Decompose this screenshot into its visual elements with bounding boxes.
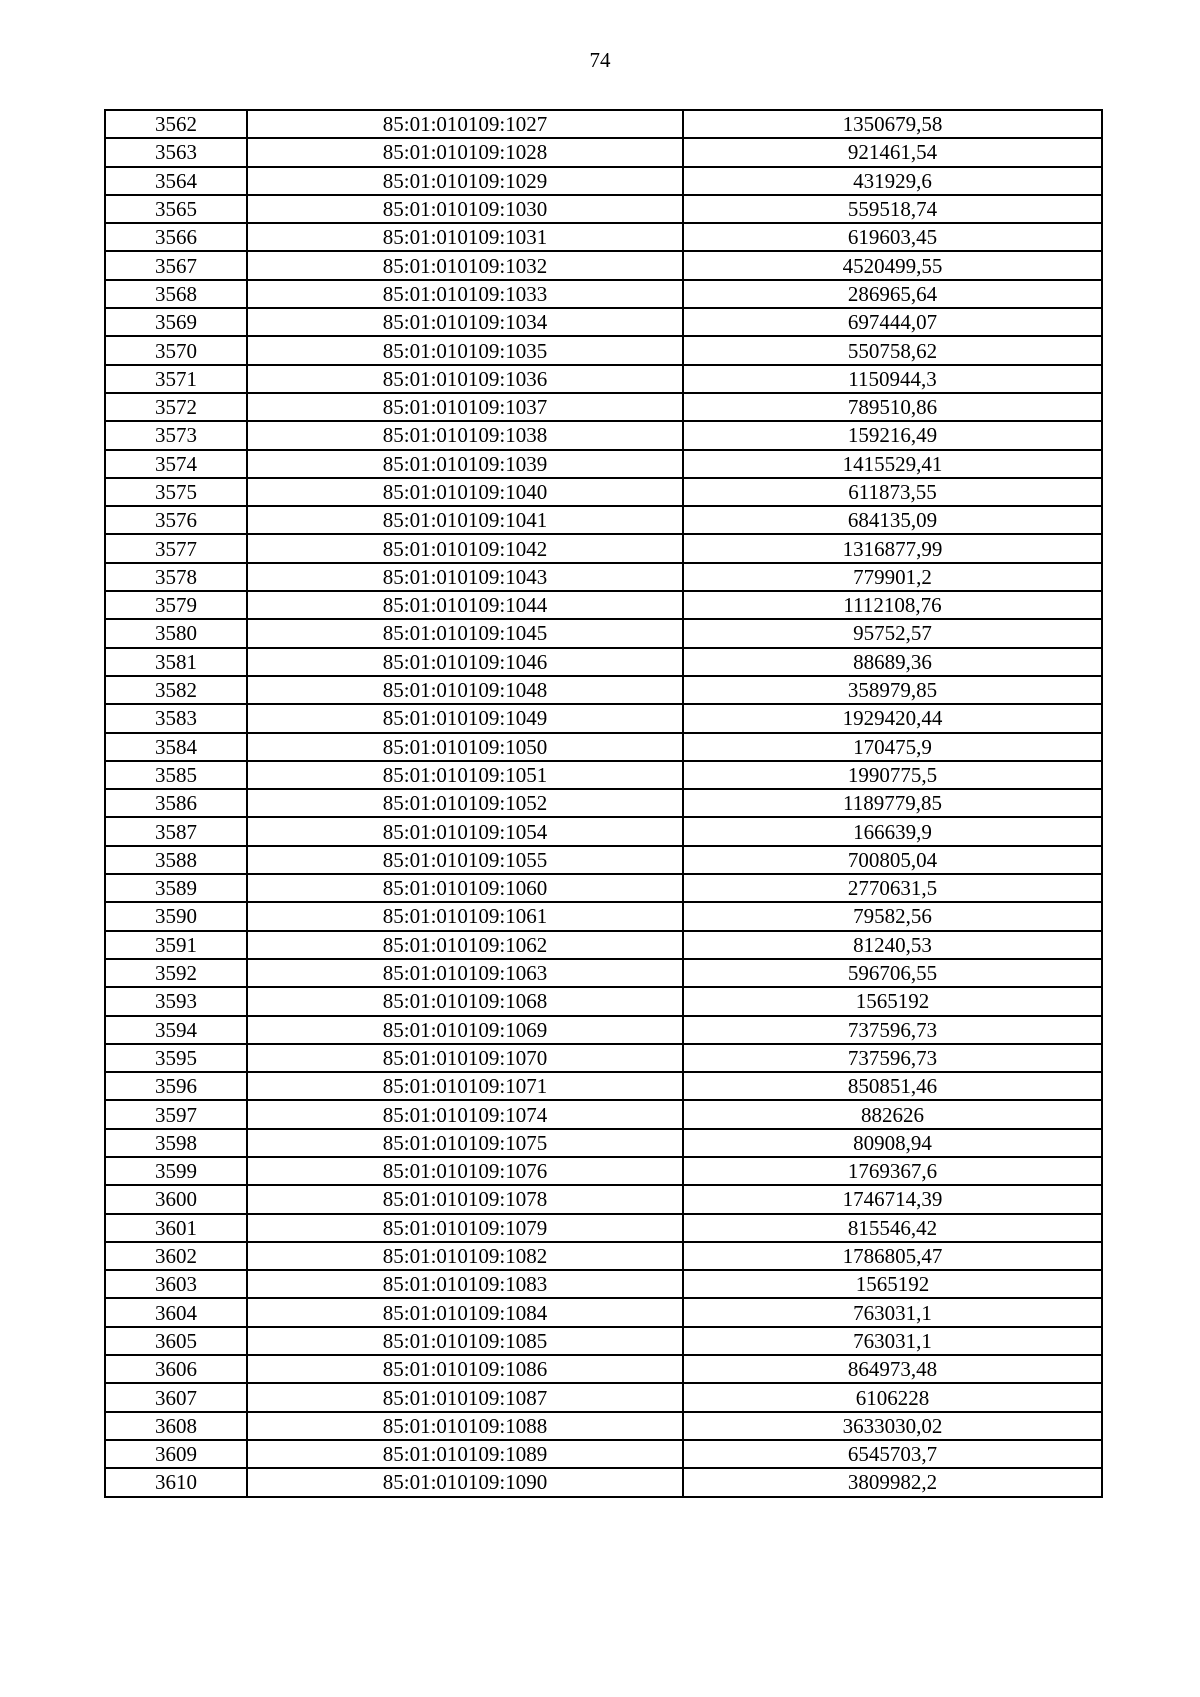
value-cell: 1565192 bbox=[683, 1270, 1102, 1298]
table-row bbox=[105, 534, 1102, 562]
cadastral-number-cell: 85:01:010109:1054 bbox=[247, 817, 683, 845]
value-cell: 1746714,39 bbox=[683, 1185, 1102, 1213]
row-number-cell: 3599 bbox=[105, 1157, 247, 1185]
table-row bbox=[105, 506, 1102, 534]
cadastral-number-cell: 85:01:010109:1034 bbox=[247, 308, 683, 336]
row-number-cell: 3570 bbox=[105, 336, 247, 364]
cadastral-number-cell: 85:01:010109:1088 bbox=[247, 1412, 683, 1440]
table-row bbox=[105, 959, 1102, 987]
table-row bbox=[105, 110, 1102, 138]
row-number-cell: 3564 bbox=[105, 167, 247, 195]
value-cell: 4520499,55 bbox=[683, 251, 1102, 279]
value-cell: 700805,04 bbox=[683, 846, 1102, 874]
cadastral-number-cell: 85:01:010109:1046 bbox=[247, 648, 683, 676]
table-row bbox=[105, 704, 1102, 732]
row-number-cell: 3602 bbox=[105, 1242, 247, 1270]
cadastral-number-cell: 85:01:010109:1037 bbox=[247, 393, 683, 421]
cadastral-number-cell: 85:01:010109:1062 bbox=[247, 931, 683, 959]
row-number-cell: 3607 bbox=[105, 1383, 247, 1411]
table-row bbox=[105, 874, 1102, 902]
table-row bbox=[105, 195, 1102, 223]
cadastral-number-cell: 85:01:010109:1031 bbox=[247, 223, 683, 251]
value-cell: 850851,46 bbox=[683, 1072, 1102, 1100]
table-row bbox=[105, 1129, 1102, 1157]
cadastral-number-cell: 85:01:010109:1078 bbox=[247, 1185, 683, 1213]
cadastral-number-cell: 85:01:010109:1035 bbox=[247, 336, 683, 364]
row-number-cell: 3608 bbox=[105, 1412, 247, 1440]
cadastral-number-cell: 85:01:010109:1086 bbox=[247, 1355, 683, 1383]
cadastral-number-cell: 85:01:010109:1038 bbox=[247, 421, 683, 449]
row-number-cell: 3600 bbox=[105, 1185, 247, 1213]
row-number-cell: 3578 bbox=[105, 563, 247, 591]
row-number-cell: 3569 bbox=[105, 308, 247, 336]
row-number-cell: 3596 bbox=[105, 1072, 247, 1100]
row-number-cell: 3573 bbox=[105, 421, 247, 449]
table-row bbox=[105, 733, 1102, 761]
table-row bbox=[105, 393, 1102, 421]
row-number-cell: 3586 bbox=[105, 789, 247, 817]
cadastral-number-cell: 85:01:010109:1083 bbox=[247, 1270, 683, 1298]
cadastral-number-cell: 85:01:010109:1045 bbox=[247, 619, 683, 647]
cadastral-number-cell: 85:01:010109:1074 bbox=[247, 1100, 683, 1128]
row-number-cell: 3581 bbox=[105, 648, 247, 676]
cadastral-number-cell: 85:01:010109:1069 bbox=[247, 1016, 683, 1044]
table-row bbox=[105, 365, 1102, 393]
value-cell: 611873,55 bbox=[683, 478, 1102, 506]
value-cell: 737596,73 bbox=[683, 1044, 1102, 1072]
cadastral-number-cell: 85:01:010109:1089 bbox=[247, 1440, 683, 1468]
row-number-cell: 3563 bbox=[105, 138, 247, 166]
row-number-cell: 3572 bbox=[105, 393, 247, 421]
value-cell: 286965,64 bbox=[683, 280, 1102, 308]
value-cell: 80908,94 bbox=[683, 1129, 1102, 1157]
value-cell: 170475,9 bbox=[683, 733, 1102, 761]
value-cell: 81240,53 bbox=[683, 931, 1102, 959]
row-number-cell: 3592 bbox=[105, 959, 247, 987]
table-row bbox=[105, 1468, 1102, 1496]
row-number-cell: 3571 bbox=[105, 365, 247, 393]
row-number-cell: 3610 bbox=[105, 1468, 247, 1496]
value-cell: 1415529,41 bbox=[683, 450, 1102, 478]
row-number-cell: 3598 bbox=[105, 1129, 247, 1157]
cadastral-number-cell: 85:01:010109:1084 bbox=[247, 1298, 683, 1326]
cadastral-number-cell: 85:01:010109:1029 bbox=[247, 167, 683, 195]
value-cell: 684135,09 bbox=[683, 506, 1102, 534]
table-row bbox=[105, 761, 1102, 789]
value-cell: 1565192 bbox=[683, 987, 1102, 1015]
value-cell: 1316877,99 bbox=[683, 534, 1102, 562]
value-cell: 815546,42 bbox=[683, 1214, 1102, 1242]
table-row bbox=[105, 1157, 1102, 1185]
table-row bbox=[105, 1383, 1102, 1411]
cadastral-number-cell: 85:01:010109:1085 bbox=[247, 1327, 683, 1355]
value-cell: 166639,9 bbox=[683, 817, 1102, 845]
table-row bbox=[105, 336, 1102, 364]
row-number-cell: 3585 bbox=[105, 761, 247, 789]
row-number-cell: 3589 bbox=[105, 874, 247, 902]
row-number-cell: 3595 bbox=[105, 1044, 247, 1072]
row-number-cell: 3576 bbox=[105, 506, 247, 534]
cadastral-number-cell: 85:01:010109:1061 bbox=[247, 902, 683, 930]
table-row bbox=[105, 251, 1102, 279]
row-number-cell: 3603 bbox=[105, 1270, 247, 1298]
cadastral-number-cell: 85:01:010109:1040 bbox=[247, 478, 683, 506]
cadastral-number-cell: 85:01:010109:1041 bbox=[247, 506, 683, 534]
row-number-cell: 3567 bbox=[105, 251, 247, 279]
value-cell: 3809982,2 bbox=[683, 1468, 1102, 1496]
value-cell: 159216,49 bbox=[683, 421, 1102, 449]
table-row bbox=[105, 902, 1102, 930]
table-body bbox=[105, 110, 1102, 1497]
cadastral-number-cell: 85:01:010109:1027 bbox=[247, 110, 683, 138]
value-cell: 1150944,3 bbox=[683, 365, 1102, 393]
table-row bbox=[105, 478, 1102, 506]
value-cell: 6545703,7 bbox=[683, 1440, 1102, 1468]
table-row bbox=[105, 1327, 1102, 1355]
row-number-cell: 3591 bbox=[105, 931, 247, 959]
table-row bbox=[105, 676, 1102, 704]
cadastral-number-cell: 85:01:010109:1055 bbox=[247, 846, 683, 874]
cadastral-number-cell: 85:01:010109:1068 bbox=[247, 987, 683, 1015]
value-cell: 779901,2 bbox=[683, 563, 1102, 591]
value-cell: 789510,86 bbox=[683, 393, 1102, 421]
cadastral-number-cell: 85:01:010109:1039 bbox=[247, 450, 683, 478]
value-cell: 1929420,44 bbox=[683, 704, 1102, 732]
cadastral-number-cell: 85:01:010109:1087 bbox=[247, 1383, 683, 1411]
row-number-cell: 3593 bbox=[105, 987, 247, 1015]
cadastral-number-cell: 85:01:010109:1043 bbox=[247, 563, 683, 591]
cadastral-number-cell: 85:01:010109:1071 bbox=[247, 1072, 683, 1100]
table-row bbox=[105, 563, 1102, 591]
cadastral-number-cell: 85:01:010109:1030 bbox=[247, 195, 683, 223]
value-cell: 619603,45 bbox=[683, 223, 1102, 251]
table-row bbox=[105, 308, 1102, 336]
row-number-cell: 3579 bbox=[105, 591, 247, 619]
value-cell: 1189779,85 bbox=[683, 789, 1102, 817]
table-row bbox=[105, 1044, 1102, 1072]
value-cell: 431929,6 bbox=[683, 167, 1102, 195]
value-cell: 2770631,5 bbox=[683, 874, 1102, 902]
table-row bbox=[105, 1355, 1102, 1383]
cadastral-number-cell: 85:01:010109:1063 bbox=[247, 959, 683, 987]
cadastral-number-cell: 85:01:010109:1060 bbox=[247, 874, 683, 902]
value-cell: 882626 bbox=[683, 1100, 1102, 1128]
cadastral-number-cell: 85:01:010109:1052 bbox=[247, 789, 683, 817]
value-cell: 737596,73 bbox=[683, 1016, 1102, 1044]
table-row bbox=[105, 1242, 1102, 1270]
value-cell: 1990775,5 bbox=[683, 761, 1102, 789]
row-number-cell: 3574 bbox=[105, 450, 247, 478]
value-cell: 596706,55 bbox=[683, 959, 1102, 987]
row-number-cell: 3584 bbox=[105, 733, 247, 761]
row-number-cell: 3587 bbox=[105, 817, 247, 845]
cadastral-number-cell: 85:01:010109:1049 bbox=[247, 704, 683, 732]
row-number-cell: 3590 bbox=[105, 902, 247, 930]
value-cell: 358979,85 bbox=[683, 676, 1102, 704]
table-row bbox=[105, 1412, 1102, 1440]
value-cell: 559518,74 bbox=[683, 195, 1102, 223]
table-row bbox=[105, 817, 1102, 845]
cadastral-number-cell: 85:01:010109:1048 bbox=[247, 676, 683, 704]
cadastral-number-cell: 85:01:010109:1042 bbox=[247, 534, 683, 562]
data-table bbox=[104, 109, 1103, 1498]
row-number-cell: 3597 bbox=[105, 1100, 247, 1128]
value-cell: 3633030,02 bbox=[683, 1412, 1102, 1440]
cadastral-number-cell: 85:01:010109:1050 bbox=[247, 733, 683, 761]
table-row bbox=[105, 619, 1102, 647]
cadastral-number-cell: 85:01:010109:1082 bbox=[247, 1242, 683, 1270]
cadastral-number-cell: 85:01:010109:1090 bbox=[247, 1468, 683, 1496]
cadastral-number-cell: 85:01:010109:1028 bbox=[247, 138, 683, 166]
value-cell: 79582,56 bbox=[683, 902, 1102, 930]
row-number-cell: 3609 bbox=[105, 1440, 247, 1468]
row-number-cell: 3604 bbox=[105, 1298, 247, 1326]
row-number-cell: 3606 bbox=[105, 1355, 247, 1383]
table-row bbox=[105, 846, 1102, 874]
table-row bbox=[105, 280, 1102, 308]
table-row bbox=[105, 167, 1102, 195]
table-row bbox=[105, 1214, 1102, 1242]
cadastral-number-cell: 85:01:010109:1075 bbox=[247, 1129, 683, 1157]
row-number-cell: 3601 bbox=[105, 1214, 247, 1242]
value-cell: 1350679,58 bbox=[683, 110, 1102, 138]
table-row bbox=[105, 931, 1102, 959]
table-row bbox=[105, 789, 1102, 817]
table-row bbox=[105, 1185, 1102, 1213]
table-row bbox=[105, 1298, 1102, 1326]
table-row bbox=[105, 1270, 1102, 1298]
row-number-cell: 3583 bbox=[105, 704, 247, 732]
table-row bbox=[105, 1100, 1102, 1128]
table-row bbox=[105, 1072, 1102, 1100]
table-row bbox=[105, 987, 1102, 1015]
row-number-cell: 3605 bbox=[105, 1327, 247, 1355]
row-number-cell: 3575 bbox=[105, 478, 247, 506]
value-cell: 763031,1 bbox=[683, 1327, 1102, 1355]
value-cell: 88689,36 bbox=[683, 648, 1102, 676]
table-row bbox=[105, 450, 1102, 478]
cadastral-number-cell: 85:01:010109:1036 bbox=[247, 365, 683, 393]
row-number-cell: 3568 bbox=[105, 280, 247, 308]
value-cell: 697444,07 bbox=[683, 308, 1102, 336]
table-row bbox=[105, 421, 1102, 449]
cadastral-number-cell: 85:01:010109:1079 bbox=[247, 1214, 683, 1242]
cadastral-number-cell: 85:01:010109:1051 bbox=[247, 761, 683, 789]
value-cell: 864973,48 bbox=[683, 1355, 1102, 1383]
row-number-cell: 3562 bbox=[105, 110, 247, 138]
cadastral-number-cell: 85:01:010109:1070 bbox=[247, 1044, 683, 1072]
row-number-cell: 3565 bbox=[105, 195, 247, 223]
row-number-cell: 3588 bbox=[105, 846, 247, 874]
table-row bbox=[105, 223, 1102, 251]
value-cell: 550758,62 bbox=[683, 336, 1102, 364]
cadastral-number-cell: 85:01:010109:1033 bbox=[247, 280, 683, 308]
row-number-cell: 3580 bbox=[105, 619, 247, 647]
value-cell: 1786805,47 bbox=[683, 1242, 1102, 1270]
cadastral-number-cell: 85:01:010109:1076 bbox=[247, 1157, 683, 1185]
page-number: 74 bbox=[589, 48, 611, 72]
row-number-cell: 3594 bbox=[105, 1016, 247, 1044]
table-row bbox=[105, 591, 1102, 619]
table-row bbox=[105, 1440, 1102, 1468]
table-row bbox=[105, 648, 1102, 676]
value-cell: 1769367,6 bbox=[683, 1157, 1102, 1185]
value-cell: 6106228 bbox=[683, 1383, 1102, 1411]
value-cell: 763031,1 bbox=[683, 1298, 1102, 1326]
row-number-cell: 3577 bbox=[105, 534, 247, 562]
cadastral-number-cell: 85:01:010109:1032 bbox=[247, 251, 683, 279]
value-cell: 95752,57 bbox=[683, 619, 1102, 647]
row-number-cell: 3566 bbox=[105, 223, 247, 251]
cadastral-number-cell: 85:01:010109:1044 bbox=[247, 591, 683, 619]
value-cell: 1112108,76 bbox=[683, 591, 1102, 619]
row-number-cell: 3582 bbox=[105, 676, 247, 704]
value-cell: 921461,54 bbox=[683, 138, 1102, 166]
table-row bbox=[105, 138, 1102, 166]
table-row bbox=[105, 1016, 1102, 1044]
